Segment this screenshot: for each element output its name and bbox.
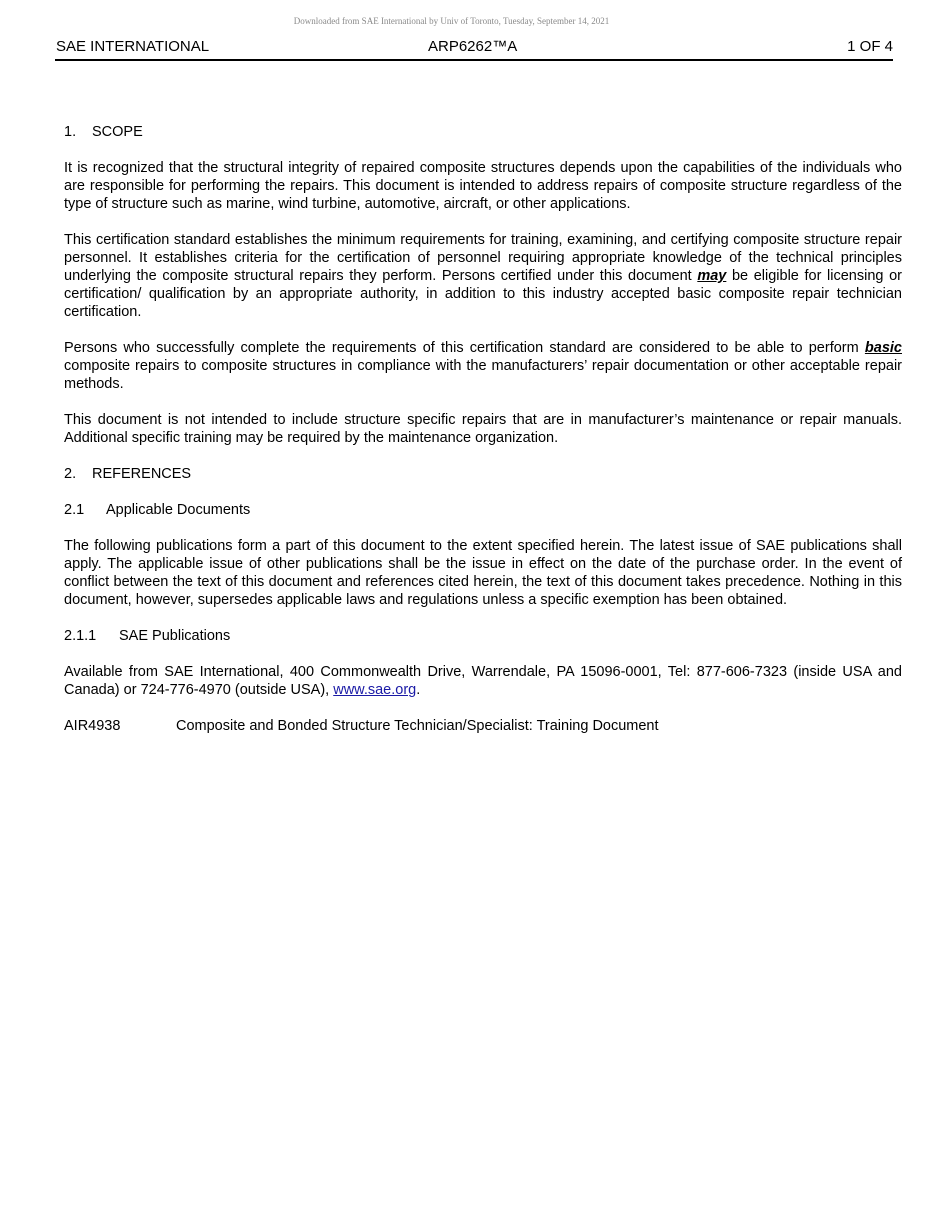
- subsection-number: 2.1.1: [64, 628, 97, 644]
- subsection-number: 2.1: [64, 502, 85, 518]
- sae-publications-paragraph: [64, 663, 902, 699]
- header-document-number: ARP6262™A: [428, 38, 518, 55]
- section-number: 2.: [64, 466, 77, 482]
- scope-paragraph-3: [64, 339, 902, 393]
- subsection-heading-sae-publications: [64, 627, 902, 645]
- emphasis-basic: basic: [864, 340, 902, 356]
- reference-code: AIR4938: [64, 718, 121, 734]
- paragraph-text: Persons who successfully complete the requirements of this certification standard are considered to be able to perform: [64, 340, 865, 356]
- subsection-heading-applicable-documents: [64, 501, 902, 519]
- scope-paragraph-2: [64, 231, 902, 321]
- sae-website-link[interactable]: www.sae.org: [333, 682, 417, 698]
- paragraph-text: This certification standard establishes the minimum requirements for training, examining, and certifying composite structure repair personnel. It establishes criteria for the certification of personnel requiring appropriate knowledge of the technical principles underlying the composite structural repairs they perform. Persons certified under this document: [64, 232, 902, 284]
- paragraph-text: be eligible for licensing or certification/ qualification by an appropriate authority, in addition to this industry accepted basic composite repair technician certification.: [64, 268, 902, 320]
- section-title: REFERENCES: [92, 466, 192, 482]
- paragraph-text: composite repairs to composite structures in compliance with the manufacturers’ repair documentation or other acceptable repair methods.: [64, 358, 902, 392]
- header-page-number: 1 OF 4: [847, 38, 893, 55]
- section-heading-scope: [64, 123, 902, 141]
- section-title: SCOPE: [92, 124, 143, 140]
- scope-paragraph-1: It is recognized that the structural integrity of repaired composite structures depends upon the capabilities of the individuals who are responsible for performing the repairs. This document is intended to address repairs of composite structure regardless of the type of structure such as marine, wind turbine, automotive, aircraft, or other applications.: [64, 160, 902, 212]
- emphasis-may: may: [697, 268, 727, 284]
- reference-entry: [64, 717, 902, 735]
- subsection-title: Applicable Documents: [106, 502, 251, 518]
- document-body: [64, 123, 902, 735]
- scope-paragraph-4: This document is not intended to include structure specific repairs that are in manufacturer’s maintenance or repair manuals. Additional specific training may be required by the maintenance organization.: [64, 412, 902, 446]
- header-organization: SAE INTERNATIONAL: [56, 38, 210, 55]
- download-watermark: Downloaded from SAE International by Univ of Toronto, Tuesday, September 14, 2021: [293, 16, 610, 26]
- paragraph-text: Available from SAE International, 400 Commonwealth Drive, Warrendale, PA 15096-0001, Tel: 877-606-7323 (inside USA and Canada) or 724-776-4970 (outside USA),: [64, 664, 902, 698]
- subsection-title: SAE Publications: [119, 628, 231, 644]
- page-header: [55, 38, 893, 61]
- section-heading-references: [64, 465, 902, 483]
- section-number: 1.: [64, 124, 77, 140]
- paragraph-text: .: [416, 682, 421, 698]
- reference-title: Composite and Bonded Structure Technician/Specialist: Training Document: [176, 718, 659, 734]
- applicable-documents-paragraph: The following publications form a part of this document to the extent specified herein. The latest issue of SAE publications shall apply. The applicable issue of other publications shall be the issue in effect on the date of the purchase order. In the event of conflict between the text of this document and references cited herein, the text of this document takes precedence. Nothing in this document, however, supersedes applicable laws and regulations unless a specific exemption has been obtained.: [64, 538, 902, 608]
